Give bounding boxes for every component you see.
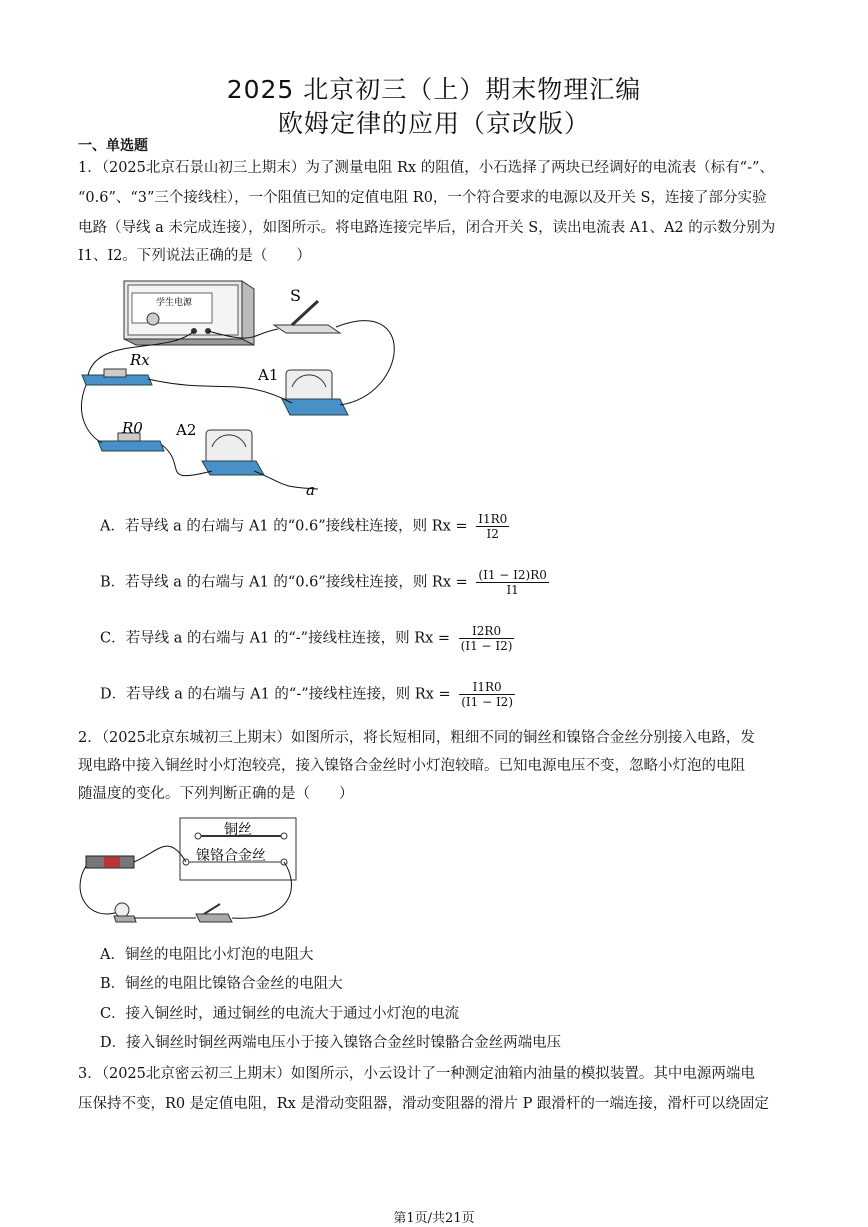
rx-label: Rx bbox=[130, 351, 150, 369]
wire-a-label: a bbox=[306, 481, 315, 499]
q2-option-c[interactable]: C．接入铜丝时，通过铜丝的电流大于通过小灯泡的电流 bbox=[100, 1006, 460, 1022]
q2-option-d[interactable]: D．接入铜丝时铜丝两端电压小于接入镍铬合金丝时镍骼合金丝两端电压 bbox=[100, 1035, 562, 1051]
q3-line2: 压保持不变，R0 是定值电阻，Rx 是滑动变阻器，滑动变阻器的滑片 P 跟滑杆的一端连接，滑杆可以绕固定 bbox=[78, 1096, 769, 1112]
q2-line2: 现电路中接入铜丝时小灯泡较亮，接入镍铬合金丝时小灯泡较暗。已知电源电压不变，忽略小灯泡的电阻 bbox=[78, 758, 745, 774]
q1-line3: 电路（导线 a 未完成连接），如图所示。将电路连接完毕后，闭合开关 S，读出电流表 A1、A2 的示数分别为 bbox=[78, 220, 776, 236]
a2-label: A2 bbox=[176, 421, 197, 439]
q2-option-a[interactable]: A．铜丝的电阻比小灯泡的电阻大 bbox=[100, 947, 314, 963]
document-title: 2025 北京初三（上）期末物理汇编 bbox=[226, 75, 642, 104]
q1-option-b[interactable]: B．若导线 a 的右端与 A1 的“0.6”接线柱连接，则 Rx = $\frac{(I1 - I2)R0}{I1}$ bbox=[100, 568, 547, 597]
q1-line2: “0.6”、“3”三个接线柱），一个阻值已知的定值电阻 R0，一个符合要求的电源以及开关 S，连接了部分实验 bbox=[78, 190, 767, 206]
switch-label: S bbox=[290, 286, 301, 305]
q2-line1: 2．（2025北京东城初三上期末）如图所示，将长短相同，粗细不同的铜丝和镍铬合金丝分别接入电路，发 bbox=[78, 730, 755, 746]
q1-option-c[interactable]: C．若导线 a 的右端与 A1 的“-”接线柱连接，则 Rx = $\frac{I2R0}{(I1 - I2)}$ bbox=[100, 624, 513, 653]
page-number: 第1页/共21页 bbox=[393, 1211, 475, 1226]
q1-option-a[interactable]: A．若导线 a 的右端与 A1 的“0.6”接线柱连接，则 Rx = $\frac{I1R0}{I2}$ bbox=[100, 512, 508, 541]
q2-option-b[interactable]: B．铜丝的电阻比镍铬合金丝的电阻大 bbox=[100, 976, 343, 992]
q1-line4: I1、I2。下列说法正确的是（ ） bbox=[78, 248, 311, 264]
q1-option-d[interactable]: D．若导线 a 的右端与 A1 的“-”接线柱连接，则 Rx = $\frac{I1R0}{(I1 - I2)}$ bbox=[100, 680, 513, 709]
nichrome-wire-label: 镍铬合金丝 bbox=[196, 848, 266, 864]
a1-label: A1 bbox=[258, 366, 279, 384]
q1-circuit-figure bbox=[78, 275, 458, 500]
supply-panel-label: 学生电源 bbox=[156, 298, 193, 308]
q2-line3: 随温度的变化。下列判断正确的是（ ） bbox=[78, 786, 354, 802]
copper-wire-label: 铜丝 bbox=[224, 822, 252, 838]
section-heading: 一、单选题 bbox=[78, 138, 148, 154]
q1-line1: 1．（2025北京石景山初三上期末）为了测量电阻 Rx 的阻值，小石选择了两块已经调好的电流表（标有“-”、 bbox=[78, 160, 774, 176]
r0-label: R0 bbox=[122, 419, 143, 437]
document-subtitle: 欧姆定律的应用（京改版） bbox=[277, 109, 590, 138]
q2-circuit-figure bbox=[78, 812, 298, 934]
q3-line1: 3．（2025北京密云初三上期末）如图所示，小云设计了一种测定油箱内油量的模拟装置。其中电源两端电 bbox=[78, 1066, 755, 1082]
